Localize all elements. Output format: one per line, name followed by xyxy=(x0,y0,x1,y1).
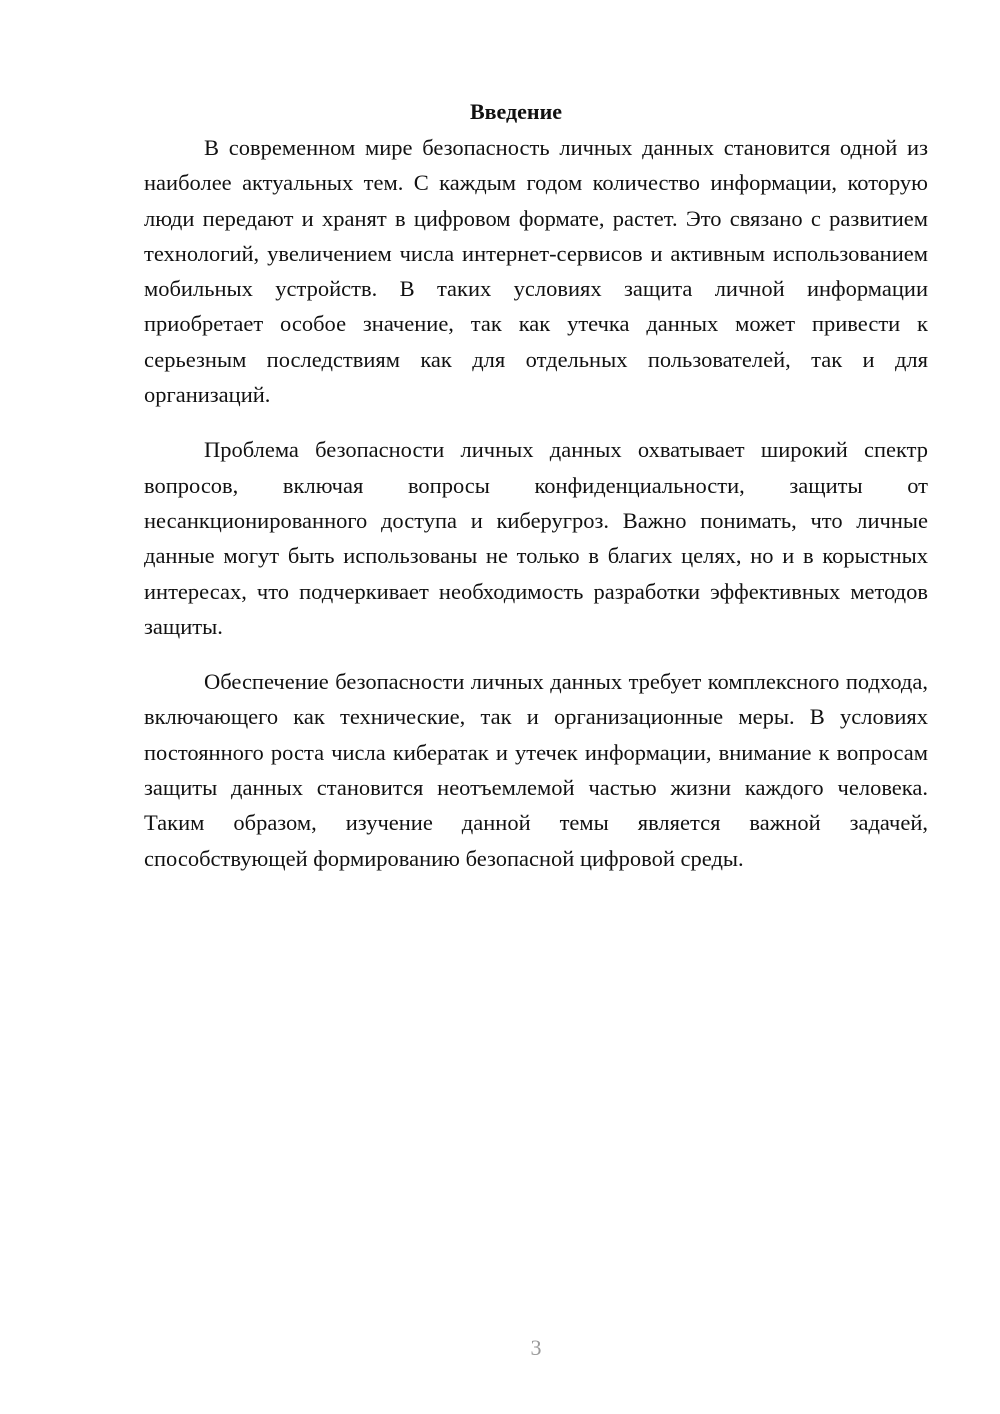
paragraph-2: Проблема безопасности личных данных охватывает широкий спектр вопросов, включая вопросы конфиденциальности, защиты от несанкционированного доступа и киберугроз. Важно понимать, что личные данные могут быть использованы не только в благих целях, но и в корыстных интересах, что подчеркивает необходимость разработки эффективных методов защиты. xyxy=(144,437,928,639)
paragraph-3: Обеспечение безопасности личных данных требует комплексного подхода, включающего как технические, так и организационные меры. В условиях постоянного роста числа кибератак и утечек информации, внимание к вопросам защиты данных становится неотъемлемой частью жизни каждого человека. Таким образом, изучение данной темы является важной задачей, способствующей формированию безопасной цифровой среды. xyxy=(144,669,928,871)
page-content xyxy=(144,94,928,896)
paragraph-1: В современном мире безопасность личных данных становится одной из наиболее актуальных тем. С каждым годом количество информации, которую люди передают и хранят в цифровом формате, растет. Это связано с развитием технологий, увеличением числа интернет-сервисов и активным использованием мобильных устройств. В таких условиях защита личной информации приобретает особое значение, так как утечка данных может привести к серьезным последствиям как для отдельных пользователей, так и для организаций. xyxy=(144,135,928,408)
page-number: 3 xyxy=(530,1335,542,1360)
section-title: Введение xyxy=(469,99,563,124)
